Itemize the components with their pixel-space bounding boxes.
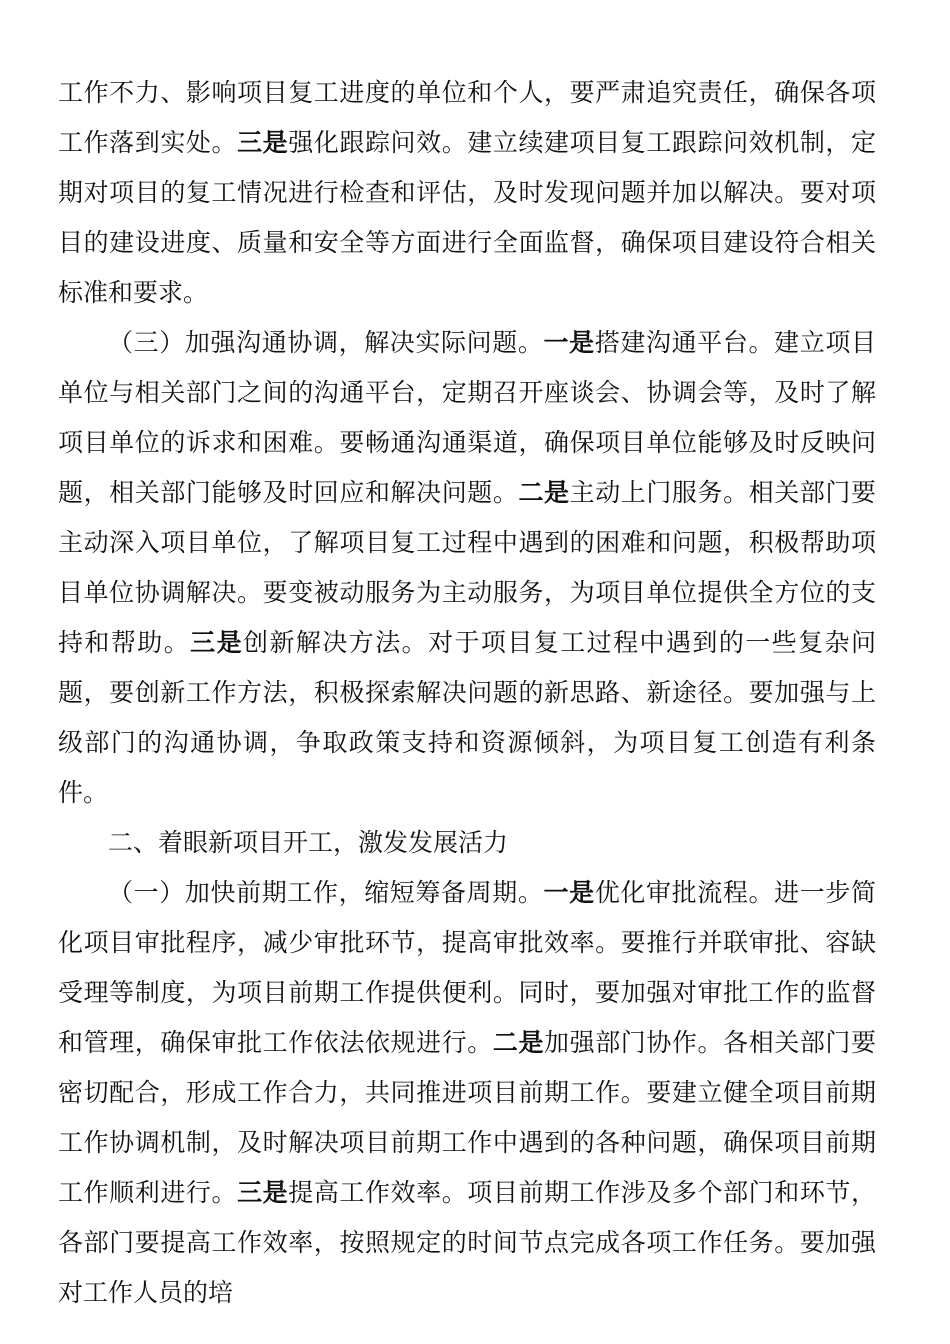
document-page — [58, 68, 876, 1318]
paragraph-2 — [58, 318, 876, 818]
bold-keyword: 一是 — [543, 328, 595, 357]
bold-keyword: 二是 — [492, 1028, 545, 1057]
text-segment: 强化跟踪问效。建立续建项目复工跟踪问效机制，定期对项目的复工情况进行检查和评估，及时发现问题并加以解决。要对项目的建设进度、质量和安全等方面进行全面监督，确保项目建设符合相关标准和要求。 — [58, 128, 876, 307]
text-segment: 提高工作效率。项目前期工作涉及多个部门和环节，各部门要提高工作效率，按照规定的时间节点完成各项工作任务。要加强对工作人员的培 — [58, 1178, 876, 1307]
bold-keyword: 一是 — [543, 878, 595, 907]
section-heading — [58, 818, 876, 868]
text-segment: （一）加快前期工作，缩短筹备周期。 — [108, 878, 544, 907]
paragraph-1 — [58, 68, 876, 318]
text-segment: 创新解决方法。对于项目复工过程中遇到的一些复杂问题，要创新工作方法，积极探索解决问题的新思路、新途径。要加强与上级部门的沟通协调，争取政策支持和资源倾斜，为项目复工创造有利条件。 — [58, 628, 876, 807]
bold-keyword: 三是 — [190, 628, 244, 657]
paragraph-4 — [58, 868, 876, 1318]
bold-keyword: 三是 — [237, 1178, 289, 1207]
text-segment: 主动上门服务。相关部门要主动深入项目单位，了解项目复工过程中遇到的困难和问题，积极帮助项目单位协调解决。要变被动服务为主动服务，为项目单位提供全方位的支持和帮助。 — [58, 478, 876, 657]
text-segment: 搭建沟通平台。建立项目单位与相关部门之间的沟通平台，定期召开座谈会、协调会等，及时了解项目单位的诉求和困难。要畅通沟通渠道，确保项目单位能够及时反映问题，相关部门能够及时回应和解决问题。 — [58, 328, 876, 507]
text-segment: （三）加强沟通协调，解决实际问题。 — [108, 328, 544, 357]
text-segment: 加强部门协作。各相关部门要密切配合，形成工作合力，共同推进项目前期工作。要建立健全项目前期工作协调机制，及时解决项目前期工作中遇到的各种问题，确保项目前期工作顺利进行。 — [58, 1028, 876, 1207]
heading-text: 二、着眼新项目开工，激发发展活力 — [108, 828, 509, 857]
text-segment: 工作不力、影响项目复工进度的单位和个人，要严肃追究责任，确保各项工作落到实处。 — [58, 78, 876, 157]
text-segment: 优化审批流程。进一步简化项目审批程序，减少审批环节，提高审批效率。要推行并联审批、容缺受理等制度，为项目前期工作提供便利。同时，要加强对审批工作的监督和管理，确保审批工作依法依规进行。 — [58, 878, 876, 1057]
bold-keyword: 二是 — [518, 478, 570, 507]
bold-keyword: 三是 — [237, 128, 289, 157]
